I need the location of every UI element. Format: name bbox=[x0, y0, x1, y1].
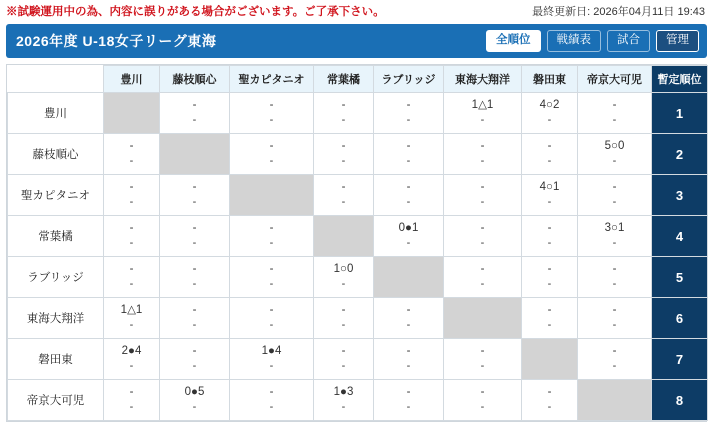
row-header-team[interactable]: ラブリッジ bbox=[8, 257, 104, 298]
row-header-team[interactable]: 聖カピタニオ bbox=[8, 175, 104, 216]
cell-score-top: - bbox=[192, 344, 197, 357]
column-header-toyokawa: 豊川 bbox=[104, 66, 160, 93]
cell-self bbox=[160, 134, 230, 175]
cell-score-top: - bbox=[480, 139, 485, 152]
cell-score-bottom: - bbox=[269, 278, 274, 291]
cell-result[interactable] bbox=[578, 216, 652, 257]
cell-score-bottom: - bbox=[341, 114, 346, 127]
cell-score-bottom: - bbox=[406, 155, 411, 168]
cell-score-top: - bbox=[612, 262, 617, 275]
cell-empty bbox=[522, 298, 578, 339]
column-header-sei-capitanio: 聖カピタニオ bbox=[230, 66, 314, 93]
cell-score-top: - bbox=[129, 180, 134, 193]
cell-score-bottom: - bbox=[129, 155, 134, 168]
row-header-team[interactable]: 磐田東 bbox=[8, 339, 104, 380]
header-button-group bbox=[486, 30, 699, 52]
cell-score-bottom: - bbox=[269, 401, 274, 414]
cell-score-top: - bbox=[192, 98, 197, 111]
cell-score-top: - bbox=[480, 262, 485, 275]
table-row bbox=[8, 175, 708, 216]
cell-score-top: - bbox=[269, 303, 274, 316]
cell-score-top: 2●4 bbox=[121, 344, 142, 357]
column-header-lovelidge: ラブリッジ bbox=[374, 66, 444, 93]
table-row bbox=[8, 216, 708, 257]
cell-score-bottom: - bbox=[480, 278, 485, 291]
cell-score-bottom: - bbox=[406, 360, 411, 373]
cell-score-bottom: - bbox=[129, 237, 134, 250]
cell-score-bottom: - bbox=[269, 237, 274, 250]
table-row bbox=[8, 93, 708, 134]
cell-empty bbox=[230, 380, 314, 421]
cell-score-bottom: - bbox=[129, 319, 134, 332]
cell-result[interactable] bbox=[444, 93, 522, 134]
cell-empty bbox=[230, 216, 314, 257]
cell-empty bbox=[522, 380, 578, 421]
cell-empty bbox=[230, 298, 314, 339]
cell-empty bbox=[160, 93, 230, 134]
cell-rank: 8 bbox=[652, 380, 708, 421]
cell-empty bbox=[104, 380, 160, 421]
cell-score-top: - bbox=[269, 98, 274, 111]
cell-empty bbox=[160, 175, 230, 216]
table-row bbox=[8, 134, 708, 175]
cell-score-bottom: - bbox=[480, 237, 485, 250]
cell-score-top: - bbox=[406, 180, 411, 193]
column-header-iwata-higashi: 磐田東 bbox=[522, 66, 578, 93]
cell-score-bottom: - bbox=[612, 319, 617, 332]
cell-empty bbox=[444, 175, 522, 216]
cell-score-top: - bbox=[547, 139, 552, 152]
cell-score-bottom: - bbox=[341, 155, 346, 168]
cell-score-top: 0●1 bbox=[398, 221, 419, 234]
cell-empty bbox=[314, 175, 374, 216]
cell-score-top: - bbox=[480, 344, 485, 357]
cell-score-top: - bbox=[406, 98, 411, 111]
tab-admin[interactable]: 管理 bbox=[656, 30, 699, 52]
cell-self bbox=[230, 175, 314, 216]
cell-empty bbox=[160, 298, 230, 339]
cell-score-top: - bbox=[480, 385, 485, 398]
cell-empty bbox=[374, 298, 444, 339]
cell-score-bottom: - bbox=[269, 155, 274, 168]
cell-score-bottom: - bbox=[612, 237, 617, 250]
cell-score-bottom: - bbox=[406, 114, 411, 127]
cell-score-bottom: - bbox=[192, 114, 197, 127]
cell-empty bbox=[104, 134, 160, 175]
cell-score-top: - bbox=[480, 180, 485, 193]
cell-score-top: 0●5 bbox=[184, 385, 205, 398]
cell-score-bottom: - bbox=[612, 278, 617, 291]
row-header-team[interactable]: 帝京大可児 bbox=[8, 380, 104, 421]
table-row bbox=[8, 339, 708, 380]
cell-score-bottom: - bbox=[129, 196, 134, 209]
cell-result[interactable] bbox=[578, 134, 652, 175]
cell-score-top: - bbox=[192, 303, 197, 316]
cell-result[interactable] bbox=[314, 257, 374, 298]
cell-score-bottom: - bbox=[129, 278, 134, 291]
cell-score-top: - bbox=[192, 180, 197, 193]
cell-self bbox=[578, 380, 652, 421]
row-header-team[interactable]: 東海大翔洋 bbox=[8, 298, 104, 339]
cell-score-top: 1●3 bbox=[333, 385, 354, 398]
cell-rank: 6 bbox=[652, 298, 708, 339]
cell-empty bbox=[444, 134, 522, 175]
cell-score-bottom: - bbox=[192, 237, 197, 250]
tab-matches[interactable]: 試合 bbox=[607, 30, 650, 52]
cell-score-top: - bbox=[341, 180, 346, 193]
cell-rank: 4 bbox=[652, 216, 708, 257]
cell-score-top: - bbox=[192, 262, 197, 275]
cell-rank: 5 bbox=[652, 257, 708, 298]
cell-score-bottom: - bbox=[341, 360, 346, 373]
cell-score-bottom: - bbox=[547, 155, 552, 168]
cell-self bbox=[314, 216, 374, 257]
cell-score-bottom: - bbox=[341, 196, 346, 209]
standings-table-wrapper bbox=[6, 64, 707, 422]
table-row bbox=[8, 380, 708, 421]
standings-table-body bbox=[8, 93, 708, 421]
cell-score-top: - bbox=[547, 303, 552, 316]
cell-empty bbox=[104, 257, 160, 298]
last-updated-text: 最終更新日: 2026年04月11日 19:43 bbox=[532, 6, 705, 18]
cell-empty bbox=[230, 93, 314, 134]
row-header-team[interactable]: 常葉橘 bbox=[8, 216, 104, 257]
cell-rank: 1 bbox=[652, 93, 708, 134]
cell-score-bottom: - bbox=[192, 401, 197, 414]
cell-self bbox=[444, 298, 522, 339]
page-title: 2026年度 U-18女子リーグ東海 bbox=[16, 33, 217, 49]
cell-result[interactable] bbox=[522, 93, 578, 134]
cell-empty bbox=[104, 175, 160, 216]
cell-score-bottom: - bbox=[269, 360, 274, 373]
cell-empty bbox=[578, 339, 652, 380]
cell-empty bbox=[374, 93, 444, 134]
cell-score-bottom: - bbox=[269, 319, 274, 332]
cell-score-top: - bbox=[129, 385, 134, 398]
standings-table bbox=[7, 65, 708, 421]
league-header bbox=[6, 24, 707, 58]
cell-result[interactable] bbox=[104, 298, 160, 339]
cell-score-bottom: - bbox=[192, 319, 197, 332]
cell-score-top: - bbox=[129, 262, 134, 275]
column-header-tokaidai-shoyo: 東海大翔洋 bbox=[444, 66, 522, 93]
notice-text: ※試験運用中の為、内容に誤りがある場合がございます。ご了承下さい。 bbox=[6, 6, 385, 18]
cell-score-top: - bbox=[129, 139, 134, 152]
cell-empty bbox=[522, 134, 578, 175]
cell-empty bbox=[578, 175, 652, 216]
cell-empty bbox=[160, 339, 230, 380]
cell-score-bottom: - bbox=[406, 196, 411, 209]
cell-empty bbox=[522, 257, 578, 298]
column-header-teikyodai-kani: 帝京大可児 bbox=[578, 66, 652, 93]
cell-score-top: 1△1 bbox=[471, 98, 494, 111]
cell-result[interactable] bbox=[230, 339, 314, 380]
cell-score-top: - bbox=[547, 385, 552, 398]
cell-score-top: 4○2 bbox=[539, 98, 560, 111]
cell-score-bottom: - bbox=[547, 196, 552, 209]
cell-score-top: - bbox=[341, 98, 346, 111]
cell-score-bottom: - bbox=[480, 114, 485, 127]
cell-empty bbox=[314, 298, 374, 339]
cell-self bbox=[522, 339, 578, 380]
cell-score-bottom: - bbox=[341, 278, 346, 291]
cell-score-top: - bbox=[612, 344, 617, 357]
cell-score-top: 3○1 bbox=[604, 221, 625, 234]
cell-score-bottom: - bbox=[547, 401, 552, 414]
cell-score-top: 1△1 bbox=[120, 303, 143, 316]
cell-score-bottom: - bbox=[269, 114, 274, 127]
cell-score-top: - bbox=[269, 221, 274, 234]
cell-empty bbox=[444, 216, 522, 257]
cell-score-top: - bbox=[406, 303, 411, 316]
row-header-team[interactable]: 藤枝順心 bbox=[8, 134, 104, 175]
cell-empty bbox=[578, 93, 652, 134]
cell-score-bottom: - bbox=[192, 360, 197, 373]
cell-empty bbox=[160, 257, 230, 298]
cell-score-top: - bbox=[406, 344, 411, 357]
cell-empty bbox=[374, 175, 444, 216]
cell-score-top: 4○1 bbox=[539, 180, 560, 193]
column-header-tokoha-tachibana: 常葉橘 bbox=[314, 66, 374, 93]
cell-empty bbox=[104, 216, 160, 257]
cell-score-top: - bbox=[547, 262, 552, 275]
cell-score-bottom: - bbox=[406, 401, 411, 414]
cell-result[interactable] bbox=[522, 175, 578, 216]
cell-result[interactable] bbox=[104, 339, 160, 380]
cell-empty bbox=[444, 380, 522, 421]
cell-score-bottom: - bbox=[192, 196, 197, 209]
cell-score-bottom: - bbox=[547, 319, 552, 332]
cell-score-top: - bbox=[192, 221, 197, 234]
cell-empty bbox=[374, 380, 444, 421]
cell-score-top: - bbox=[341, 344, 346, 357]
cell-score-top: - bbox=[269, 385, 274, 398]
cell-self bbox=[374, 257, 444, 298]
cell-empty bbox=[444, 339, 522, 380]
cell-rank: 3 bbox=[652, 175, 708, 216]
cell-score-bottom: - bbox=[129, 401, 134, 414]
cell-score-top: - bbox=[612, 303, 617, 316]
cell-score-bottom: - bbox=[480, 155, 485, 168]
cell-score-top: - bbox=[129, 221, 134, 234]
cell-score-top: 5○0 bbox=[604, 139, 625, 152]
cell-score-bottom: - bbox=[480, 196, 485, 209]
cell-empty bbox=[374, 339, 444, 380]
tab-results-table[interactable]: 戦績表 bbox=[547, 30, 602, 52]
cell-score-bottom: - bbox=[192, 278, 197, 291]
table-row bbox=[8, 257, 708, 298]
cell-empty bbox=[522, 216, 578, 257]
cell-score-bottom: - bbox=[612, 155, 617, 168]
cell-score-top: - bbox=[269, 139, 274, 152]
row-header-team[interactable]: 豊川 bbox=[8, 93, 104, 134]
cell-rank: 2 bbox=[652, 134, 708, 175]
cell-score-top: - bbox=[406, 385, 411, 398]
cell-score-bottom: - bbox=[406, 319, 411, 332]
cell-empty bbox=[374, 134, 444, 175]
cell-score-top: - bbox=[612, 98, 617, 111]
cell-score-top: - bbox=[406, 139, 411, 152]
cell-score-bottom: - bbox=[341, 401, 346, 414]
cell-result[interactable] bbox=[314, 380, 374, 421]
cell-empty bbox=[314, 134, 374, 175]
cell-empty bbox=[578, 257, 652, 298]
column-header-rank: 暫定順位 bbox=[652, 66, 708, 93]
column-header-fujieda-junshin: 藤枝順心 bbox=[160, 66, 230, 93]
cell-empty bbox=[578, 298, 652, 339]
cell-empty bbox=[444, 257, 522, 298]
header-row bbox=[8, 66, 708, 93]
cell-score-top: - bbox=[612, 180, 617, 193]
cell-score-bottom: - bbox=[480, 360, 485, 373]
cell-score-bottom: - bbox=[341, 319, 346, 332]
cell-score-top: - bbox=[547, 221, 552, 234]
tab-all-rankings[interactable]: 全順位 bbox=[486, 30, 541, 52]
cell-score-top: - bbox=[341, 303, 346, 316]
cell-score-bottom: - bbox=[480, 401, 485, 414]
cell-empty bbox=[230, 134, 314, 175]
cell-score-bottom: - bbox=[547, 237, 552, 250]
cell-score-bottom: - bbox=[129, 360, 134, 373]
cell-score-bottom: - bbox=[547, 278, 552, 291]
cell-self bbox=[104, 93, 160, 134]
cell-result[interactable] bbox=[160, 380, 230, 421]
cell-rank: 7 bbox=[652, 339, 708, 380]
cell-score-bottom: - bbox=[612, 114, 617, 127]
cell-score-bottom: - bbox=[612, 360, 617, 373]
cell-empty bbox=[314, 93, 374, 134]
standings-table-head bbox=[8, 66, 708, 93]
cell-result[interactable] bbox=[374, 216, 444, 257]
notice-bar bbox=[0, 0, 713, 22]
cell-score-top: 1●4 bbox=[261, 344, 282, 357]
cell-score-bottom: - bbox=[406, 237, 411, 250]
table-corner-cell bbox=[8, 66, 104, 93]
cell-empty bbox=[230, 257, 314, 298]
cell-score-top: 1○0 bbox=[333, 262, 354, 275]
table-row bbox=[8, 298, 708, 339]
cell-score-top: - bbox=[269, 262, 274, 275]
cell-score-top: - bbox=[341, 139, 346, 152]
cell-empty bbox=[314, 339, 374, 380]
cell-score-bottom: - bbox=[612, 196, 617, 209]
cell-score-top: - bbox=[480, 221, 485, 234]
cell-score-bottom: - bbox=[547, 114, 552, 127]
cell-empty bbox=[160, 216, 230, 257]
